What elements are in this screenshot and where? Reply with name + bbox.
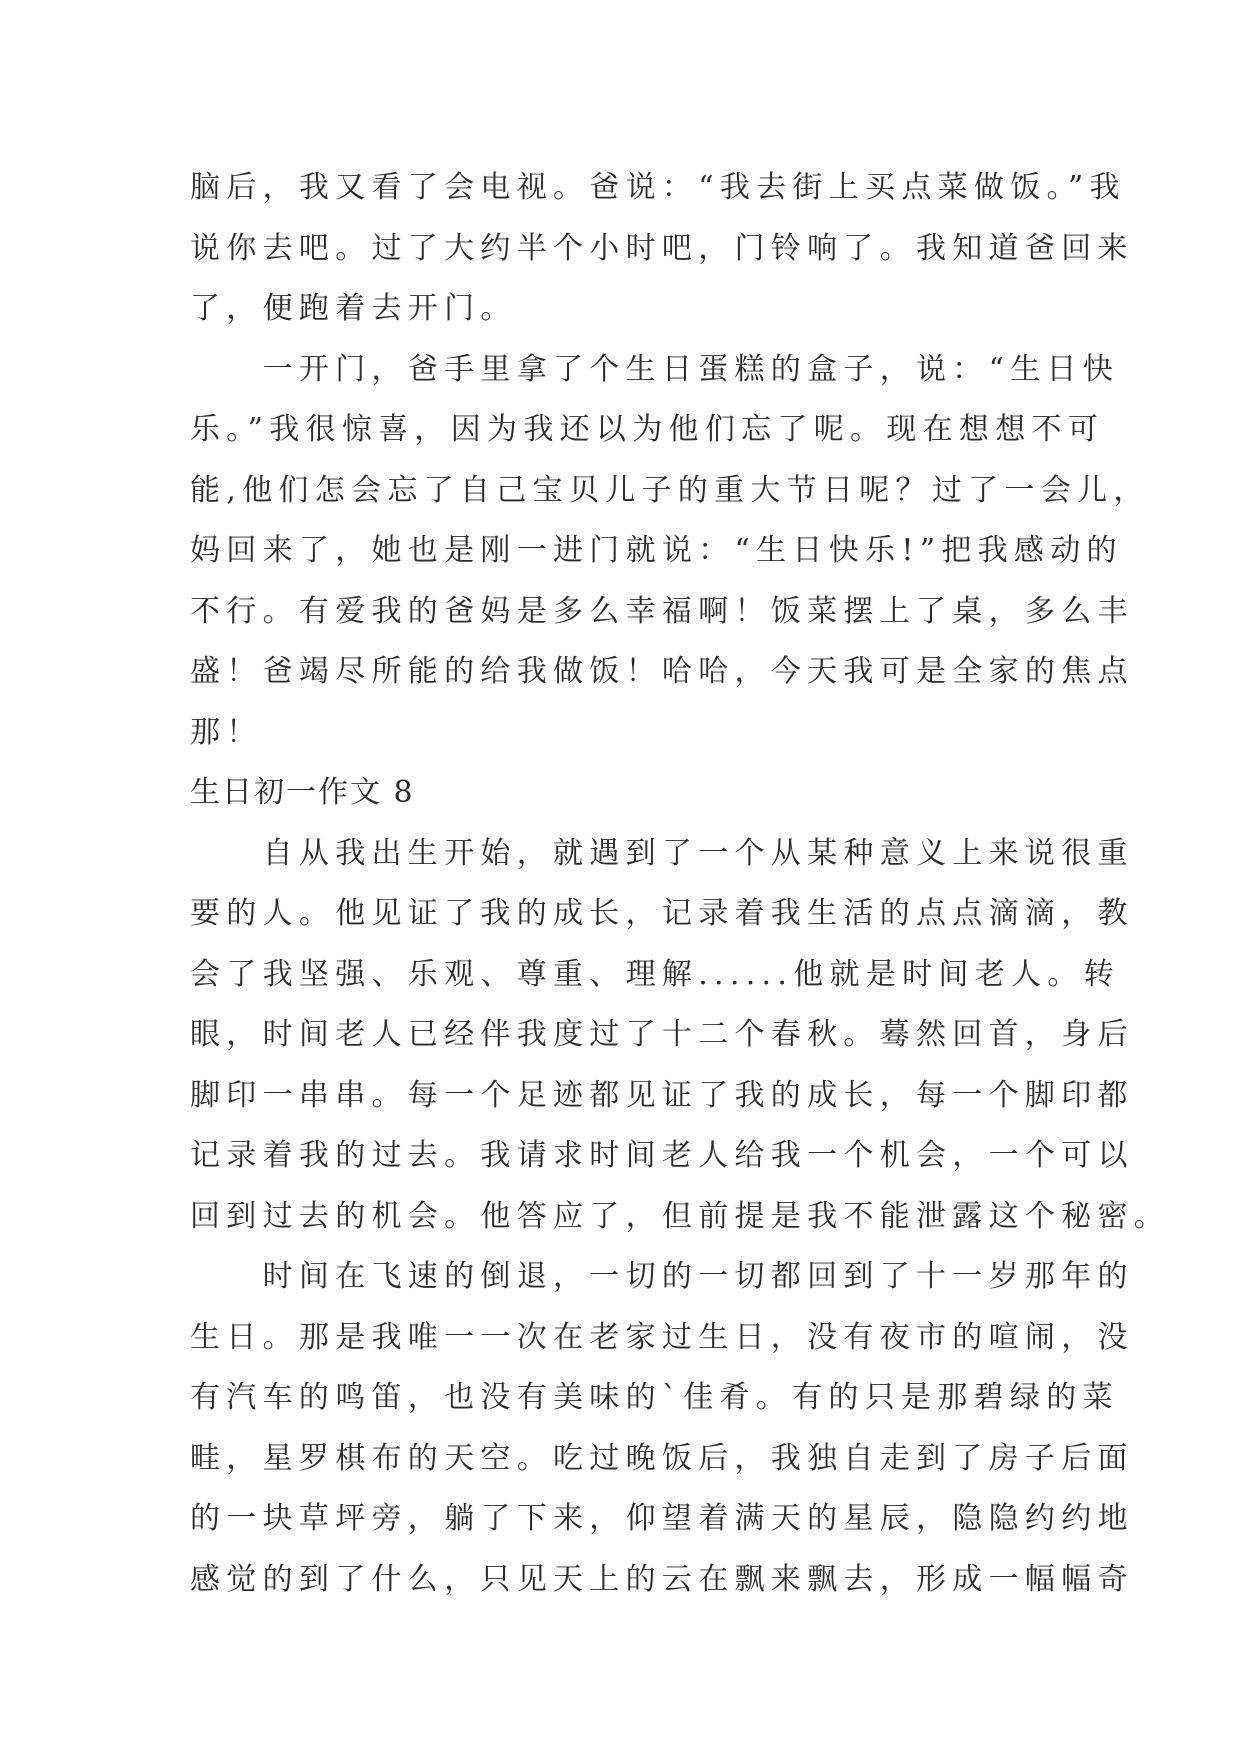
text-line: 时间在飞速的倒退，一切的一切都回到了十一岁那年的 [190,1259,1134,1294]
text-line: 妈回来了，她也是刚一进门就说：“生日快乐!”把我感动的 [190,533,1123,568]
text-line: 不行。有爱我的爸妈是多么幸福啊！饭菜摆上了桌，多么丰 [190,593,1134,629]
text-line: 要的人。他见证了我的成长，记录着我生活的点点滴滴，教 [190,896,1134,931]
text-line: 回到过去的机会。他答应了，但前提是我不能泄露这个秘密。 [190,1198,1171,1234]
text-line: 了，便跑着去开门。 [190,291,517,326]
paragraph-3 [190,824,1171,1248]
text-line: 记录着我的过去。我请求时间老人给我一个机会，一个可以 [190,1138,1134,1173]
text-line: 脑后，我又看了会电视。爸说：“我去街上买点菜做饭。”我 [190,170,1126,205]
paragraph-2 [190,340,1150,764]
text-line: 脚印一串串。每一个足迹都见证了我的成长，每一个脚印都 [190,1077,1134,1113]
text-line: 会了我坚强、乐观、尊重、理解......他就是时间老人。转 [190,956,1120,992]
paragraph-4 [190,1247,1134,1610]
text-line: 畦，星罗棋布的天空。吃过晚饭后，我独自走到了房子后面 [190,1440,1134,1476]
text-line: 眼，时间老人已经伴我度过了十二个春秋。蓦然回首，身后 [190,1017,1134,1052]
text-line: 乐。”我很惊喜，因为我还以为他们忘了呢。现在想想不可 [190,412,1105,447]
paragraph-1 [190,158,1134,340]
text-line: 一开门，爸手里拿了个生日蛋糕的盒子，说：“生日快 [190,351,1120,387]
section-heading: 生日初一作文 8 [190,775,415,810]
text-line: 感觉的到了什么，只见天上的云在飘来飘去，形成一幅幅奇 [190,1561,1134,1597]
text-line: 那！ [190,714,263,750]
text-line: 能,他们怎会忘了自己宝贝儿子的重大节日呢？过了一会儿， [190,472,1150,508]
text-line: 有汽车的鸣笛，也没有美味的`佳肴。有的只是那碧绿的菜 [190,1380,1119,1415]
text-line: 盛！爸竭尽所能的给我做饭！哈哈，今天我可是全家的焦点 [190,654,1134,689]
text-line: 生日。那是我唯一一次在老家过生日，没有夜市的喧闹，没 [190,1319,1134,1355]
text-line: 说你去吧。过了大约半个小时吧，门铃响了。我知道爸回来 [190,230,1134,266]
document-body [190,158,1171,1610]
text-line: 的一块草坪旁，躺了下来，仰望着满天的星辰，隐隐约约地 [190,1501,1134,1536]
text-line: 自从我出生开始，就遇到了一个从某种意义上来说很重 [190,835,1134,871]
